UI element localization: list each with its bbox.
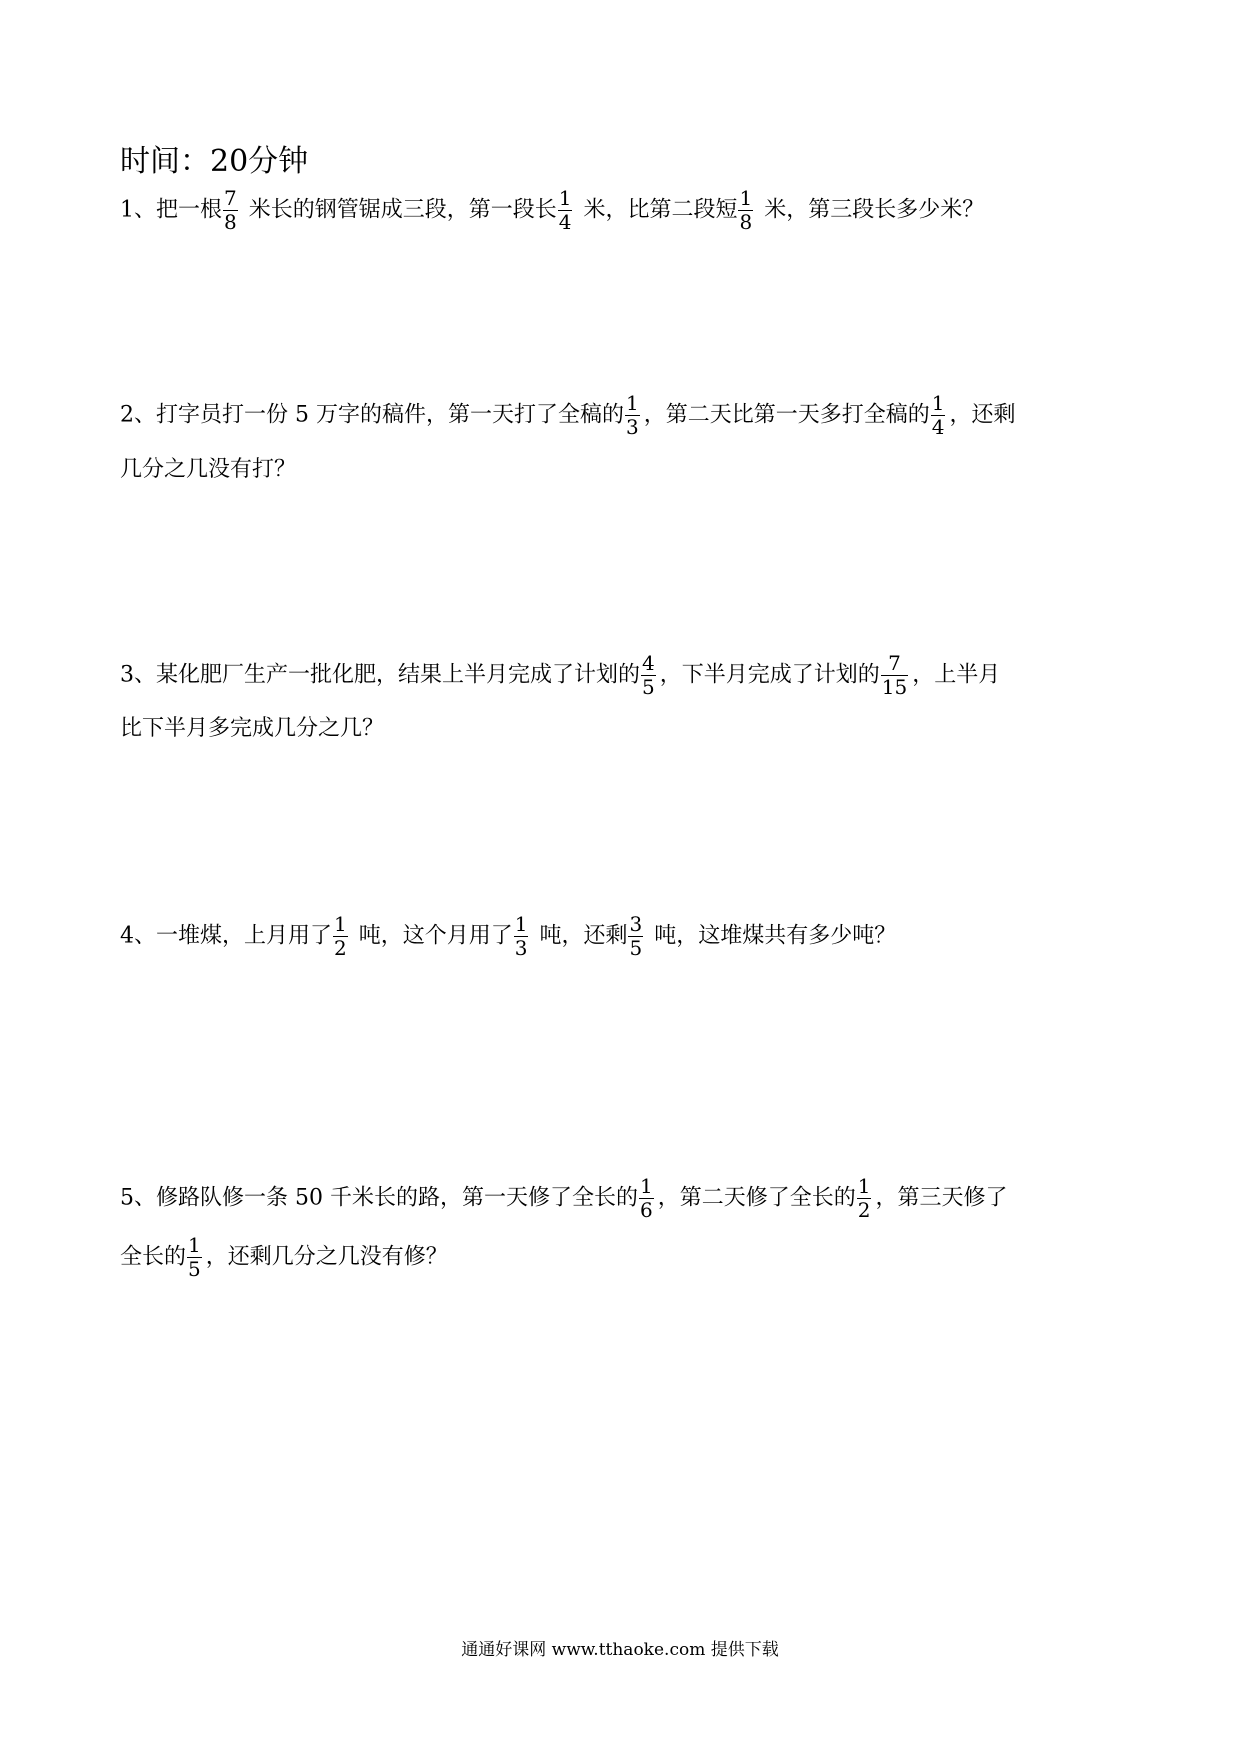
fraction [514, 913, 529, 960]
fraction [558, 187, 573, 234]
fraction [881, 652, 908, 699]
problem-text: 比下半月多完成几分之几？ [120, 716, 385, 741]
fraction-numerator: 1 [558, 186, 572, 210]
problem-4-line-1 [120, 913, 1132, 960]
problem-text: 吨，还剩 [532, 923, 628, 949]
problem-text: 几分之几没有打？ [120, 457, 297, 482]
fraction-denominator: 2 [857, 1198, 871, 1222]
fraction [333, 913, 348, 960]
problem-1-line-1 [120, 187, 1132, 234]
problem-text: ，还剩几分之几没有修？ [205, 1244, 448, 1270]
problem-5-line-2 [120, 1234, 1132, 1281]
fraction-numerator: 1 [739, 186, 753, 210]
fraction-denominator: 15 [881, 675, 908, 699]
fraction-denominator: 2 [334, 936, 347, 960]
fraction-numerator: 7 [881, 652, 908, 676]
problem-3-line-1 [120, 652, 1132, 699]
problem-text: 1、把一根 [120, 197, 222, 223]
problem-text: 4、一堆煤，上月用了 [120, 923, 332, 949]
fraction-denominator: 5 [188, 1257, 201, 1281]
problem-text: ，第二天修了全长的 [657, 1185, 856, 1211]
problem-text: 5、修路队修一条 50 千米长的路，第一天修了全长的 [120, 1185, 638, 1211]
fraction-numerator: 4 [642, 651, 655, 675]
fraction [187, 1234, 202, 1281]
problem-text: 米，比第二段短 [576, 197, 738, 223]
fraction-numerator: 1 [931, 391, 945, 415]
fraction-numerator: 1 [857, 1174, 871, 1198]
fraction-numerator: 1 [188, 1233, 201, 1257]
problem-text: 全长的 [120, 1244, 187, 1270]
problem-text: 吨，这堆煤共有多少吨？ [647, 923, 897, 949]
fraction [223, 187, 238, 234]
fraction-numerator: 1 [514, 912, 528, 936]
problem-text: ，第二天比第一天多打全稿的 [643, 402, 930, 428]
fraction [628, 913, 643, 960]
problem-2-line-2 [120, 450, 1132, 490]
fraction-numerator: 7 [224, 186, 237, 210]
footer-source: 通通好课网 www.tthaoke.com 提供下载 [461, 1640, 779, 1660]
fraction-denominator: 8 [224, 210, 237, 234]
problem-3-line-2 [120, 709, 1132, 749]
fraction-denominator: 6 [639, 1198, 653, 1222]
problem-text: ，第三天修了 [875, 1185, 1008, 1211]
fraction-denominator: 3 [625, 415, 639, 439]
problem-text: 米，第三段长多少米？ [757, 197, 985, 223]
fraction-denominator: 8 [739, 210, 753, 234]
problem-text: ，还剩 [949, 402, 1016, 428]
fraction [625, 392, 640, 439]
fraction [738, 187, 753, 234]
fraction [639, 1175, 654, 1222]
problem-text: 3、某化肥厂生产一批化肥，结果上半月完成了计划的 [120, 662, 640, 688]
time-label: 时间：20分钟 [120, 144, 309, 179]
problem-text: 2、打字员打一份 5 万字的稿件，第一天打了全稿的 [120, 402, 624, 428]
fraction-denominator: 4 [931, 415, 945, 439]
problem-2-line-1 [120, 392, 1132, 439]
fraction [931, 392, 946, 439]
fraction-numerator: 1 [334, 912, 347, 936]
fraction-denominator: 5 [642, 675, 655, 699]
fraction-numerator: 1 [639, 1174, 653, 1198]
problem-5-line-1 [120, 1175, 1132, 1222]
problem-text: ，上半月 [912, 662, 1001, 688]
problem-text: 米长的钢管锯成三段，第一段长 [241, 197, 557, 223]
problem-text: 吨，这个月用了 [351, 923, 513, 949]
fraction-denominator: 5 [629, 936, 643, 960]
fraction-numerator: 1 [625, 391, 639, 415]
fraction [857, 1175, 872, 1222]
fraction-numerator: 3 [629, 912, 643, 936]
fraction-denominator: 4 [558, 210, 572, 234]
fraction [641, 652, 656, 699]
fraction-denominator: 3 [514, 936, 528, 960]
problem-text: ，下半月完成了计划的 [659, 662, 880, 688]
